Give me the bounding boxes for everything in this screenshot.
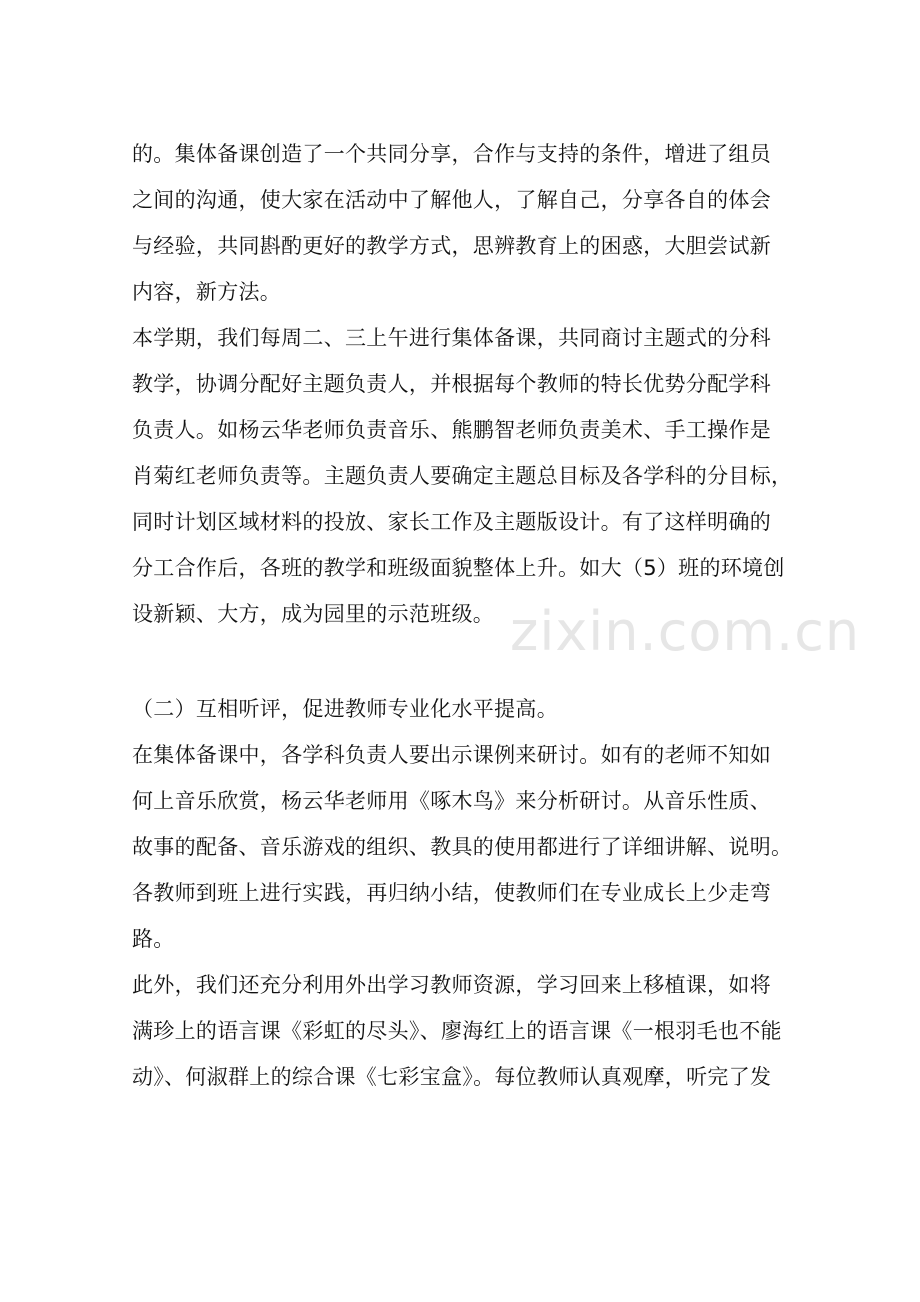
- paragraph-line: 肖菊红老师负责等。主题负责人要确定主题总目标及各学科的分目标，: [132, 464, 793, 488]
- paragraph-line: 在集体备课中，各学科负责人要出示课例来研讨。如有的老师不知如: [132, 743, 771, 767]
- watermark: zixin.com.cn: [510, 600, 861, 663]
- paragraph-line: 本学期，我们每周二、三上午进行集体备课，共同商讨主题式的分科: [132, 326, 771, 350]
- paragraph-line: 与经验，共同斟酌更好的教学方式，思辨教育上的困惑，大胆尝试新: [132, 234, 771, 258]
- paragraph-line: 满珍上的语言课《彩虹的尽头》、廖海红上的语言课《一根羽毛也不能: [132, 1019, 782, 1043]
- paragraph-line: 各教师到班上进行实践，再归纳小结，使教师们在专业成长上少走弯: [132, 881, 771, 905]
- paragraph-line: 此外，我们还充分利用外出学习教师资源，学习回来上移植课，如将: [132, 973, 771, 997]
- paragraph-line: 动》、何淑群上的综合课《七彩宝盒》。每位教师认真观摩，听完了发: [132, 1065, 772, 1089]
- paragraph-line: 教学，协调分配好主题负责人，并根据每个教师的特长优势分配学科: [132, 372, 771, 396]
- paragraph-line: 设新颖、大方，成为园里的示范班级。: [132, 602, 495, 626]
- paragraph-line: 负责人。如杨云华老师负责音乐、熊鹏智老师负责美术、手工操作是: [132, 418, 771, 442]
- paragraph-line: 分工合作后，各班的教学和班级面貌整体上升。如大（5）班的环境创: [132, 556, 785, 580]
- paragraph-line: 路。: [132, 927, 175, 951]
- section-heading: （二）互相听评，促进教师专业化水平提高。: [132, 697, 558, 721]
- paragraph-line: 之间的沟通，使大家在活动中了解他人，了解自己，分享各自的体会: [132, 188, 771, 212]
- paragraph-line: 内容，新方法。: [132, 280, 282, 304]
- paragraph-line: 的。集体备课创造了一个共同分享，合作与支持的条件，增进了组员: [132, 142, 771, 166]
- paragraph-line: 同时计划区域材料的投放、家长工作及主题版设计。有了这样明确的: [132, 510, 771, 534]
- paragraph-line: 故事的配备、音乐游戏的组织、教具的使用都进行了详细讲解、说明。: [132, 835, 793, 859]
- paragraph-line: 何上音乐欣赏，杨云华老师用《啄木鸟》来分析研讨。从音乐性质、: [132, 789, 771, 813]
